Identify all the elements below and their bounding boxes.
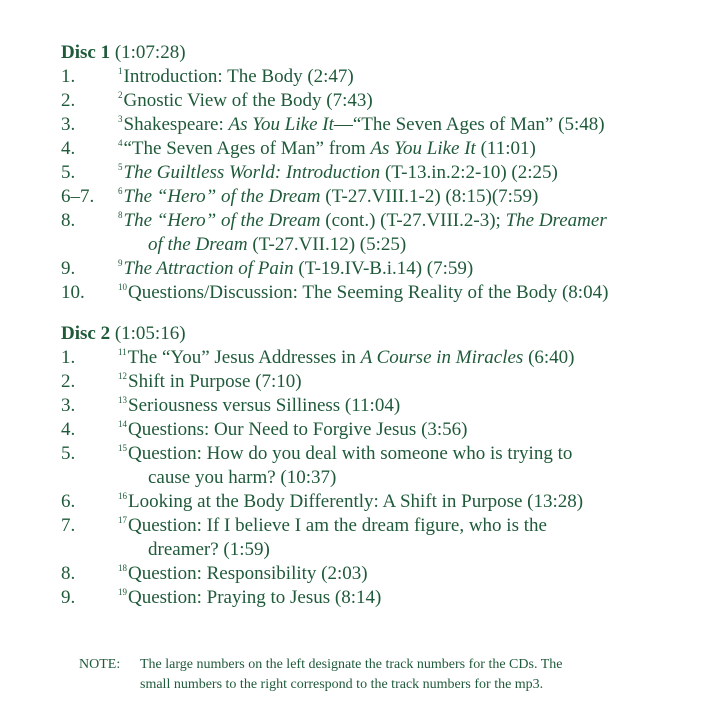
cd-track-number: 8.	[61, 563, 76, 584]
track-title-continuation: dreamer? (1:59)	[148, 539, 270, 560]
cd-track-number: 9.	[61, 258, 76, 279]
cd-track-number: 2.	[61, 371, 76, 392]
cd-track-number: 4.	[61, 419, 76, 440]
track-row	[0, 586, 720, 610]
track-row	[0, 137, 720, 161]
track-row	[0, 562, 720, 586]
mp3-track-number: 3	[118, 114, 123, 124]
track-row	[0, 185, 720, 209]
track-row	[0, 490, 720, 514]
track-title: $^5$The Guiltless World: Introduction (T-13.in.2:2-10) (2:25)	[118, 162, 558, 183]
cd-track-number: 5.	[61, 443, 76, 464]
disc-2-heading	[61, 322, 720, 346]
mp3-track-number: 8	[118, 210, 123, 220]
cd-track-number: 8.	[61, 210, 76, 231]
cd-track-number: 4.	[61, 138, 76, 159]
mp3-track-number: 19	[118, 587, 127, 597]
mp3-track-number: 4	[118, 138, 123, 148]
mp3-track-number: 1	[118, 66, 123, 76]
mp3-track-number: 10	[118, 282, 127, 292]
track-title: $^4$“The Seven Ages of Man” from As You Like It (11:01)	[118, 138, 536, 159]
cd-track-number: 2.	[61, 90, 76, 111]
track-title: $^{17}$Question: If I believe I am the dream figure, who is the	[118, 515, 547, 536]
track-row	[0, 89, 720, 113]
disc-1-section	[0, 41, 720, 305]
track-row	[0, 113, 720, 137]
track-row	[0, 209, 720, 257]
disc-2-section	[0, 322, 720, 610]
mp3-track-number: 18	[118, 563, 127, 573]
track-title: $^6$The “Hero” of the Dream (T-27.VIII.1-2) (8:15)(7:59)	[118, 186, 539, 207]
track-title: $^{12}$Shift in Purpose (7:10)	[118, 371, 302, 392]
cd-track-number: 1.	[61, 347, 76, 368]
track-title: $^8$The “Hero” of the Dream (cont.) (T-27.VIII.2-3); The Dreamer	[118, 210, 607, 231]
track-title: $^{13}$Seriousness versus Silliness (11:04)	[118, 395, 401, 416]
mp3-track-number: 13	[118, 395, 127, 405]
track-row	[0, 418, 720, 442]
track-title: $^{10}$Questions/Discussion: The Seeming Reality of the Body (8:04)	[118, 282, 609, 303]
note-line-2: small numbers to the right correspond to the track numbers for the mp3.	[140, 677, 544, 692]
track-title: $^{14}$Questions: Our Need to Forgive Jesus (3:56)	[118, 419, 468, 440]
track-title: $^{11}$The “You” Jesus Addresses in A Course in Miracles (6:40)	[118, 347, 575, 368]
mp3-track-number: 6	[118, 186, 123, 196]
track-title: $^3$Shakespeare: As You Like It—“The Seven Ages of Man” (5:48)	[118, 114, 605, 135]
track-title: $^{15}$Question: How do you deal with someone who is trying to	[118, 443, 573, 464]
mp3-track-number: 11	[118, 347, 127, 357]
track-row	[0, 394, 720, 418]
track-title-continuation: of the Dream (T-27.VII.12) (5:25)	[148, 234, 407, 255]
cd-track-number: 6–7.	[61, 186, 95, 207]
track-row	[0, 65, 720, 89]
track-row	[0, 346, 720, 370]
track-title: $^1$Introduction: The Body (2:47)	[118, 66, 354, 87]
track-title: $^2$Gnostic View of the Body (7:43)	[118, 90, 373, 111]
mp3-track-number: 17	[118, 515, 127, 525]
note-line-1: The large numbers on the left designate the track numbers for the CDs. The	[140, 657, 563, 672]
cd-track-number: 1.	[61, 66, 76, 87]
mp3-track-number: 5	[118, 162, 123, 172]
track-title: $^{19}$Question: Praying to Jesus (8:14)	[118, 587, 382, 608]
track-row	[0, 442, 720, 490]
mp3-track-number: 2	[118, 90, 123, 100]
track-title: $^{16}$Looking at the Body Differently: A Shift in Purpose (13:28)	[118, 491, 584, 512]
track-title-continuation: cause you harm? (10:37)	[148, 467, 337, 488]
cd-track-number: 7.	[61, 515, 76, 536]
track-row	[0, 514, 720, 562]
cd-track-number: 3.	[61, 114, 76, 135]
track-row	[0, 281, 720, 305]
track-row	[0, 370, 720, 394]
cd-track-number: 10.	[61, 282, 85, 303]
mp3-track-number: 12	[118, 371, 127, 381]
disc-1-duration: (1:07:28)	[114, 42, 186, 63]
cd-track-number: 9.	[61, 587, 76, 608]
mp3-track-number: 14	[118, 419, 127, 429]
cd-track-number: 5.	[61, 162, 76, 183]
disc-1-heading	[61, 41, 720, 65]
disc-2-duration: (1:05:16)	[114, 323, 186, 344]
mp3-track-number: 9	[118, 258, 123, 268]
mp3-track-number: 16	[118, 491, 127, 501]
cd-track-number: 6.	[61, 491, 76, 512]
mp3-track-number: 15	[118, 443, 127, 453]
note-text	[140, 655, 680, 695]
track-row	[0, 161, 720, 185]
track-row	[0, 257, 720, 281]
track-title: $^{18}$Question: Responsibility (2:03)	[118, 563, 368, 584]
track-title: $^9$The Attraction of Pain (T-19.IV-B.i.14) (7:59)	[118, 258, 474, 279]
note-label: NOTE:	[79, 657, 121, 672]
disc-2-label: Disc 2	[61, 323, 111, 344]
cd-track-number: 3.	[61, 395, 76, 416]
disc-1-label: Disc 1	[61, 42, 111, 63]
